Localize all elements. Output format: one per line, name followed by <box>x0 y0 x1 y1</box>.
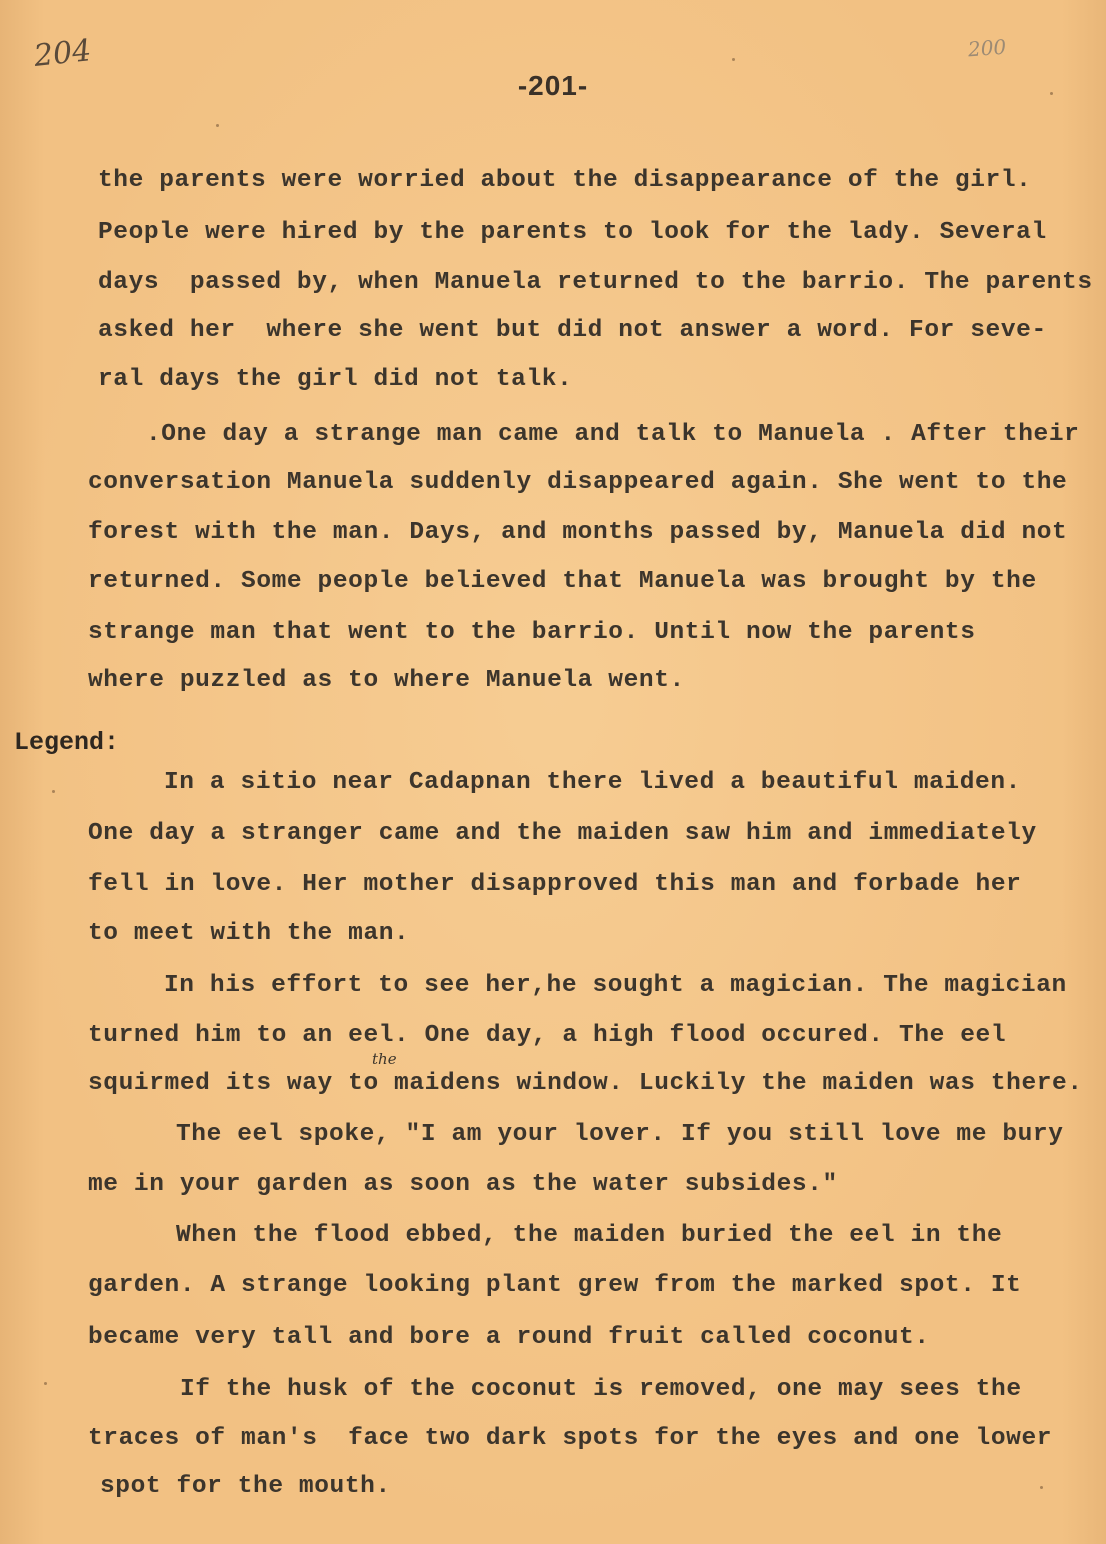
text-line: spot for the mouth. <box>100 1473 391 1500</box>
text-line: returned. Some people believed that Manuela was brought by the <box>88 568 1037 595</box>
paper-speck <box>44 1382 47 1385</box>
text-line: People were hired by the parents to look for the lady. Several <box>98 219 1047 246</box>
text-line: became very tall and bore a round fruit called coconut. <box>88 1324 930 1351</box>
legend-heading: Legend: <box>14 728 120 757</box>
text-line: turned him to an eel. One day, a high flood occured. The eel <box>88 1022 1007 1049</box>
paper-speck <box>1040 1486 1043 1489</box>
text-line: ral days the girl did not talk. <box>98 366 573 393</box>
text-line: .One day a strange man came and talk to Manuela . After their <box>146 421 1080 448</box>
text-line: the parents were worried about the disappearance of the girl. <box>98 167 1032 194</box>
handwritten-insertion: the <box>372 1050 397 1068</box>
text-line: One day a stranger came and the maiden saw him and immediately <box>88 820 1037 847</box>
text-line: to meet with the man. <box>88 920 410 947</box>
text-line: me in your garden as soon as the water subsides." <box>88 1171 838 1198</box>
paper-speck <box>216 124 219 127</box>
text-line: strange man that went to the barrio. Until now the parents <box>88 619 976 646</box>
paper-speck <box>52 790 55 793</box>
text-line: traces of man's face two dark spots for the eyes and one lower <box>88 1425 1053 1452</box>
text-line: asked her where she went but did not answer a word. For seve- <box>98 317 1047 344</box>
text-line: In his effort to see her,he sought a magician. The magician <box>164 972 1067 999</box>
text-line: fell in love. Her mother disapproved this man and forbade her <box>88 871 1022 898</box>
page-number: -201- <box>517 70 589 101</box>
text-line: squirmed its way to maidens window. Luckily the maiden was there. <box>88 1070 1083 1097</box>
text-line: conversation Manuela suddenly disappeared again. She went to the <box>88 469 1068 496</box>
text-line: days passed by, when Manuela returned to the barrio. The parents <box>98 269 1093 296</box>
paper-speck <box>732 58 735 61</box>
text-line: forest with the man. Days, and months passed by, Manuela did not <box>88 519 1068 546</box>
handwritten-page-number-left: 204 <box>32 33 93 74</box>
text-line: garden. A strange looking plant grew from the marked spot. It <box>88 1272 1022 1299</box>
text-line: where puzzled as to where Manuela went. <box>88 667 685 694</box>
text-line: If the husk of the coconut is removed, one may sees the <box>180 1376 1022 1403</box>
text-line: When the flood ebbed, the maiden buried the eel in the <box>176 1222 1003 1249</box>
paper-speck <box>1050 92 1053 95</box>
text-line: In a sitio near Cadapnan there lived a beautiful maiden. <box>164 769 1021 796</box>
handwritten-page-number-right: 200 <box>967 34 1007 62</box>
text-line: The eel spoke, "I am your lover. If you still love me bury <box>176 1121 1064 1148</box>
